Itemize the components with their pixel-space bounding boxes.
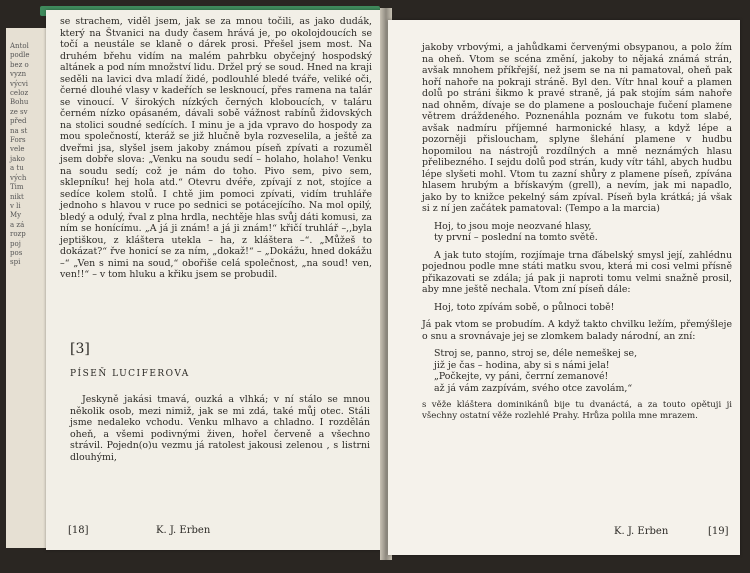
left-page-top-text [60,16,372,281]
right-paragraph-1: jakoby vrbovými, a jahůdkami červenými obsypanou, a polo žím na oheň. Vtom se scéna změní, jakoby to nějaká známá strán, avšak mnohem příkřejší, než jsem se na ni pamatoval, oheň pak hoří nahoře na pokraji stráně. Byl den. Vítr hnal kouř a plamen dolů po stráni šikmo k pravé straně, já pak stojím sám nahoře nad ohněm, dívaje se do plamene a poslouchaje fučení plamene větrem dráždeného. Poznenáhla poznám ve fukotu tom slabé, avšak nadmíru příjemné harmonické hlasy, a když lépe a pozorněji přisloucham, splyne šlehání plamene v hudbu hopomilou na nástrojů rozdílných a mně neznámých hlasu přelibezného. I sejdu dolů pod strán, kudy vítr táhl, abych hudbu lépe slyšeti mohl. Vtom tu zazní shůry z plamene píseň, zpívána hlasem hrubým a břískavým (grell), a nevím, jak mi napadlo, jako by to knižce pekelný sám zpíval. Píseň byla krátká; já však si z ní jen začátek pamatoval: (Tempo a la marcia) [422,42,732,214]
dream-paragraph: se strachem, viděl jsem, jak se za mnou točili, as jako dudák, který na Štvanici na dudy časem hrává je, po okolojdoucích se točí a neustále se klaně o dárek prosi. Přešel jsem most. Na druhém břehu vidím na malém pahrbku obyčejný hospodský altánek a pod ním množství lidu. Držel prý se soud. Hned na kraji seděli na lavici dva mladí židé, podlouhlé bledé tváře, veliké oči, černé dlouhé vlasy v kadeřích se lesknoucí, přes ramena na talár se vinoucí. V širokých nízkých černých kloboucích, v taláru černém nízko opásaném, dávali sobě vážnost rabínů židovských na stolici soudné sedících. I minu je a jda vpravo do hospody za mou společností, kteráž se již hlučně byla rozveselila, a ještě za dveřmi jsa, slyšel jsem jakoby známou píseň zpívati a rozuměl jsem dobře slova: „Venku na soudu sedí – holaho, holaho! Venku na soudu sedí; což je nám do toho. Pivo sem, pivo sem, sklepníku! hej hola atd.“ Otevru dvéře, zpívají z not, stojíce a sedíce kolem stolů. I chtě jim pomoci zpívati, vidím truhláře jednoho s hlavou v ruce po sednici se potácejícího. Na mol opilý, bledý a odulý, řval z plna hrdla, nechtěje hlas svůj dáti komusi, za ním se honícímu. „A já ji znám! a já ji znám!“ křičí truhlář –,,byla jeptiškou, z kláštera utekla – ha, z kláštera –“. „Můžeš to dokázat?“ řve honicí se za ním, „dokaž!“ – „Dokážu, hned dokážu –“ „Ven s nimi na soud,“ obořiše celá společnost, „na soud! ven, ven!!“ – v tom hluku a křiku jsem se probudil. [60,16,372,280]
verse-1: Hoj, to jsou moje neozvané hlasy, ty první – poslední na tomto světě. [434,220,598,243]
section-title: PÍSEŇ LUCIFEROVA [70,369,190,379]
right-paragraph-2: A jak tuto stojím, rozjímaje trna ďábelský smysl její, zahlédnu pojednou podle mne státi matku svou, která mi cosi velmi přísně přikazovati se zdála; já pak ji naproti tomu velmi snažně prosil, aby mne ještě nechala. Vtom zní píseň dále: [422,249,732,295]
left-running-footer: K. J. Erben [156,525,211,536]
right-running-footer: K. J. Erben [614,526,669,537]
right-paragraph-4: s věže kláštera dominikánů bije tu dvanáctá, a za touto opětuji ji všechny ostatní věže rozlehlé Prahy. Hrůza polila mne mrazem. [422,400,732,421]
section-number: [3] [70,341,90,357]
right-page-number: [19] [708,526,729,537]
left-page [46,10,384,550]
right-page [388,20,740,555]
verse-2: Hoj, toto zpívám sobě, o půlnoci tobě! [434,301,615,313]
verse-3: Stroj se, panno, stroj se, déle nemeškej se, již je čas – hodina, aby si s námi jela! „Počkejte, vy páni, čerrní zemanové! až já vám zazpívám, svého otce zavolám,“ [434,348,638,394]
left-page-bottom-text [70,394,370,463]
right-page-text [422,42,732,421]
left-page-number: [18] [68,525,89,536]
section-paragraph: Jeskyně jakási tmavá, ouzká a vlhká; v ní stálo se mnou několik osob, mezi nimiž, jak se mi zdá, také můj otec. Stáli jsme nedaleko vchodu. Venku mlhavo a chladno. I rozdělán oheň, a všemi podivnými živen, hořel červeně a všechno strávil. Pojedn(o)u vezmu já ratolest jakousi zelenou , s listrni dlouhými, [70,394,370,463]
underlying-page-text: Antol podle bez o vyzn výcvi celoz Bohu ze sv před na st Fors vele jako a tu vých Tim nikt v li My a zá rozp poj pos spi [10,42,30,267]
right-paragraph-3: Já pak vtom se probudím. A když takto chvilku ležím, přemýšleje o snu a srovnávaje jej se zlomkem balady národní, an zní: [422,319,732,342]
